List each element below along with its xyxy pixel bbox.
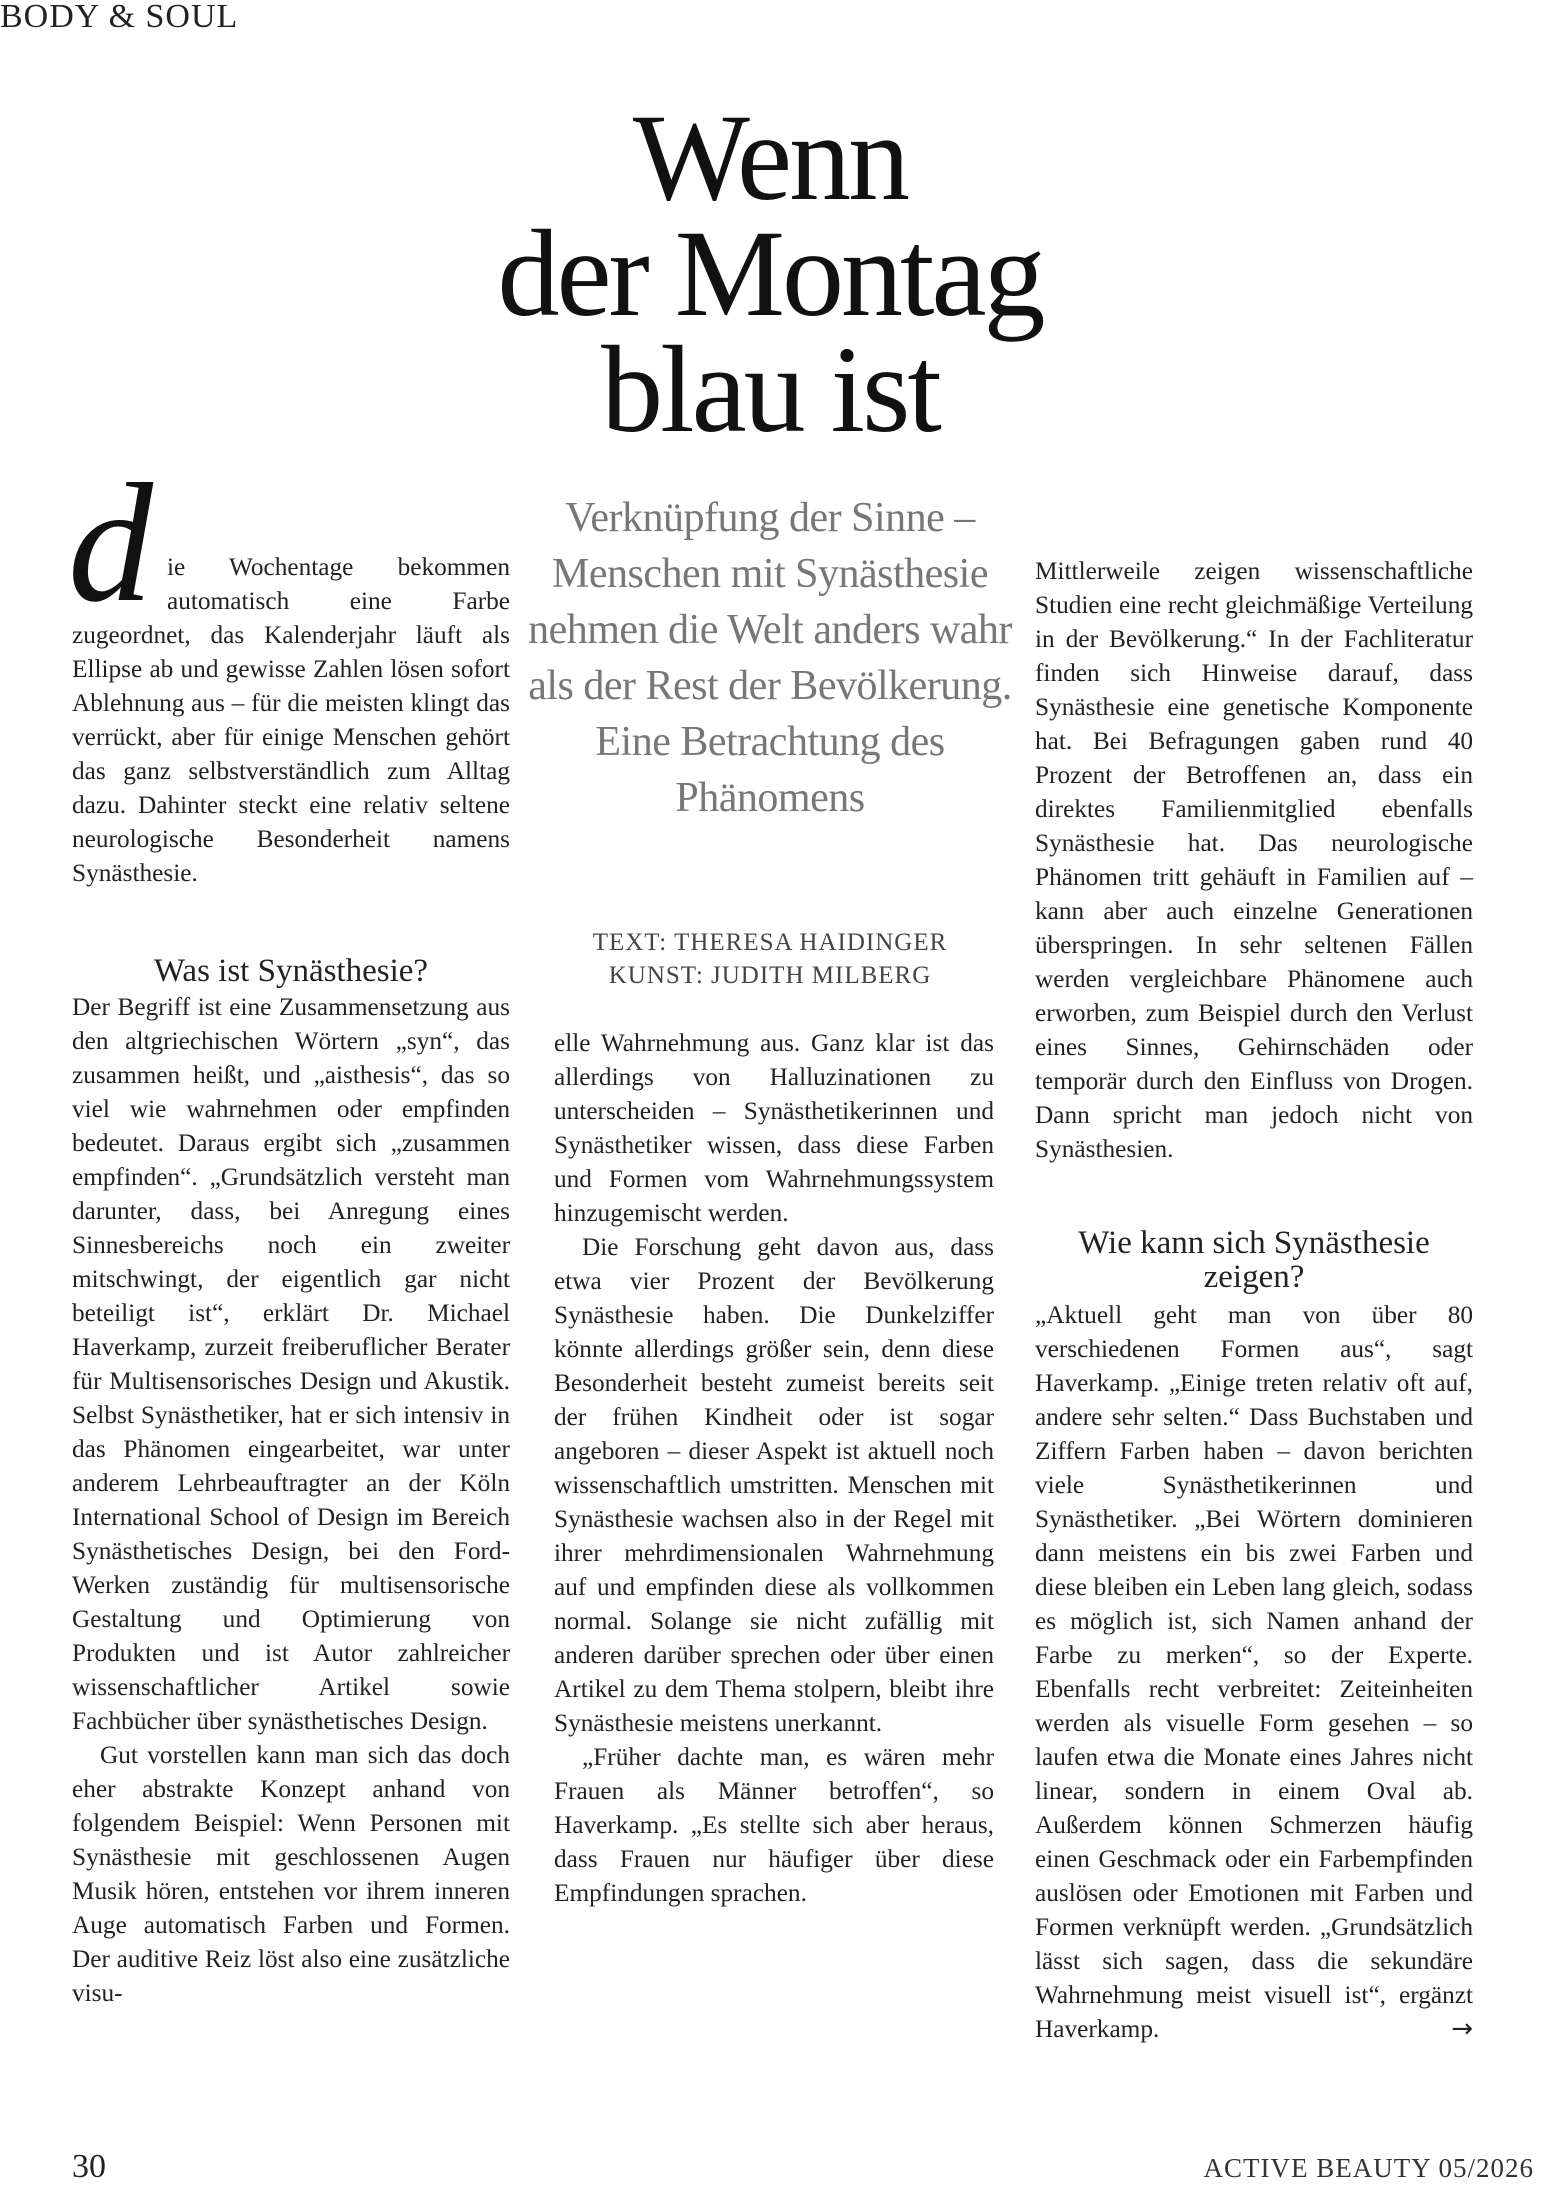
title-line-2: der Montag xyxy=(497,205,1043,342)
continue-arrow-icon: → xyxy=(1451,2014,1473,2044)
credit-art: KUNST: JUDITH MILBERG xyxy=(608,962,932,989)
article-credits xyxy=(540,926,1000,992)
section-label: BODY & SOUL xyxy=(0,0,239,35)
intro-paragraph: ie Wochentage bekommen automatisch eine Farbe zugeordnet, das Kalenderjahr läuft als Ellipse ab und gewisse Zahlen lösen sofort Ablehnung aus – für die meisten klingt das verrückt, aber für einige Menschen gehört das ganz selbstverständlich zum Alltag dazu. Dahinter steckt eine relativ seltene neurologische Besonderheit namens Synästhesie. xyxy=(72,553,510,887)
column-2-body xyxy=(554,1026,994,1910)
paragraph: Mittlerweile zeigen wissenschaftliche Studien eine recht gleichmäßige Verteilung in der Bevölkerung.“ In der Fachliteratur finden sich Hinweise darauf, dass Synästhesie eine genetische Komponente hat. Bei Befragungen gaben rund 40 Prozent der Betroffenen an, dass ein direktes Familienmitglied ebenfalls Synästhesie hat. Das neurologische Phänomen tritt gehäuft in Familien auf – kann aber auch einzelne Generationen überspringen. In sehr seltenen Fällen werden vergleichbare Phänomene auch erworben, zum Beispiel durch den Verlust eines Sinnes, Gehirnschäden oder temporär durch den Einfluss von Drogen. Dann spricht man jedoch nicht von Synästhesien. xyxy=(1035,557,1473,1163)
paragraph: Die Forschung geht davon aus, dass etwa vier Prozent der Bevölkerung Synästhesie haben. Die Dunkelziffer könnte allerdings größer sein, denn diese Besonderheit besteht zumeist bereits seit der frühen Kindheit oder ist sogar angeboren – dieser Aspekt ist aktuell noch wissenschaftlich umstritten. Menschen mit Synästhesie wachsen also in der Regel mit ihrer mehrdimensionalen Wahrnehmung auf und empfinden diese als vollkommen normal. Solange sie nicht zufällig mit anderen darüber sprechen oder über einen Artikel zu dem Thema stolpern, bleibt ihre Synästhesie meistens unerkannt. xyxy=(554,1233,994,1737)
page-number: 30 xyxy=(72,2148,106,2185)
paragraph: Der Begriff ist eine Zusammensetzung aus den altgriechischen Wörtern „syn“, das zusammen heißt, und „aisthesis“, das so viel wie wahrnehmen oder empfinden bedeutet. Daraus ergibt sich „zusammen empfinden“. „Grundsätzlich versteht man darunter, dass, bei Anregung eines Sinnesbereichs noch ein zweiter mitschwingt, der eigentlich gar nicht beteiligt ist“, erklärt Dr. Michael Haverkamp, zurzeit freiberuflicher Berater für Multisensorisches Design und Akustik. Selbst Synästhetiker, hat er sich intensiv in das Phänomen eingearbeitet, war unter anderem Lehrbeauftragter an der Köln International School of Design im Bereich Synästhetisches Design, bei den Ford-Werken zuständig für multisensorische Gestaltung und Optimierung von Produkten und ist Autor zahlreicher wissenschaftlicher Artikel sowie Fachbücher über synästhetisches Design. xyxy=(72,993,510,1735)
paragraph: „Früher dachte man, es wären mehr Frauen als Männer betroffen“, so Haverkamp. „Es stellte sich aber heraus, dass Frauen nur häufiger über diese Empfindungen sprachen. xyxy=(554,1743,994,1907)
column-1-intro xyxy=(68,449,510,890)
credit-text: TEXT: THERESA HAIDINGER xyxy=(592,929,948,956)
subhead-wie-kann: Wie kann sich Synästhesie zeigen? xyxy=(1078,1225,1430,1295)
paragraph: Gut vorstellen kann man sich das doch eher abstrakte Konzept anhand von folgendem Beispiel: Wenn Personen mit Synästhesie mit geschlossenen Augen Musik hören, entstehen vor ihrem inneren Auge automatisch Farben und Formen. Der auditive Reiz löst also eine zusätzliche visu- xyxy=(72,1741,510,2007)
paragraph-text: „Aktuell geht man von über 80 verschiedenen Formen aus“, sagt Haverkamp. „Einige treten relativ oft auf, andere sehr selten.“ Dass Buchstaben und Ziffern Farben haben – davon berichten viele Synästhetikerinnen und Synästhetiker. „Bei Wörtern dominieren dann meistens ein bis zwei Farben und diese bleiben ein Leben lang gleich, sodass es möglich ist, sich Namen anhand der Farbe zu merken“, so der Experte. Ebenfalls recht verbreitet: Zeiteinheiten werden als visuelle Form gesehen – so laufen etwa die Monate eines Jahres nicht linear, sondern in einem Oval ab. Außerdem können Schmerzen häufig einen Geschmack oder ein Farbempfinden auslösen oder Emotionen mit Farben und Formen verknüpft werden. „Grundsätzlich lässt sich sagen, dass die sekundäre Wahrnehmung meist visuell ist“, ergänzt Haverkamp. xyxy=(1035,1301,1473,2043)
title-line-1: Wenn xyxy=(632,89,908,226)
title-line-3: blau ist xyxy=(601,321,939,458)
magazine-issue: ACTIVE BEAUTY 05/2026 xyxy=(1203,2153,1534,2183)
column-1-body xyxy=(72,990,510,2010)
paragraph: elle Wahrnehmung aus. Ganz klar ist das allerdings von Halluzinationen zu unterscheiden – Synästhetikerinnen und Synästhetiker wissen, dass diese Farben und Formen vom Wahrnehmungssystem hinzugemischt werden. xyxy=(554,1029,994,1227)
subhead-was-ist: Was ist Synästhesie? xyxy=(153,953,429,989)
paragraph xyxy=(1035,1298,1473,2046)
drop-cap: d xyxy=(68,449,153,637)
article-title xyxy=(400,89,1140,458)
article-subtitle: Verknüpfung der Sinne – Menschen mit Synästhesie nehmen die Welt anders wahr als der Rest der Bevölkerung. Eine Betrachtung des Phänomens xyxy=(528,495,1012,821)
column-3-top xyxy=(1035,554,1473,1166)
column-3-body xyxy=(1035,1298,1473,2046)
